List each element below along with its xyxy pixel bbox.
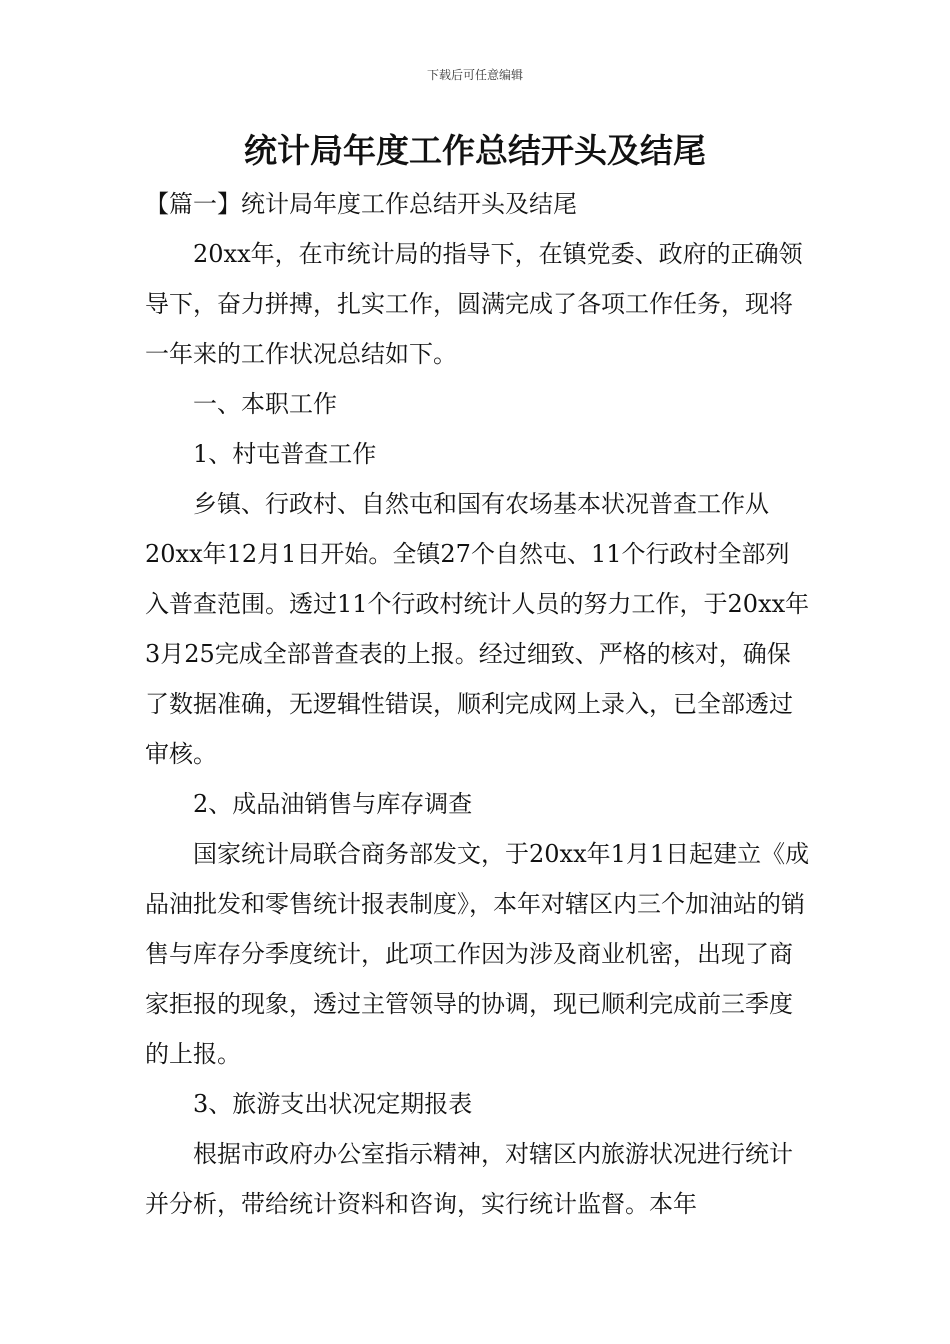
- subheading-tourism-report: 3、旅游支出状况定期报表: [193, 1090, 473, 1118]
- document-body: [145, 179, 810, 1229]
- document-title: 统计局年度工作总结开头及结尾: [244, 131, 706, 170]
- paragraph-village-census: 乡镇、行政村、自然屯和国有农场基本状况普查工作从20xx年12月1日开始。全镇27个自然屯、11个行政村全部列入普查范围。透过11个行政村统计人员的努力工作，于20xx年3月25完成全部普查表的上报。经过细致、严格的核对，确保了数据准确，无逻辑性错误，顺利完成网上录入，已全部透过审核。: [145, 490, 810, 768]
- paragraph-tourism-report: 根据市政府办公室指示精神，对辖区内旅游状况进行统计并分析，带给统计资料和咨询，实行统计监督。本年: [145, 1140, 793, 1218]
- subheading-job-duties: 一、本职工作: [193, 390, 337, 418]
- paragraph-oil-survey: 国家统计局联合商务部发文，于20xx年1月1日起建立《成品油批发和零售统计报表制度》，本年对辖区内三个加油站的销售与库存分季度统计，此项工作因为涉及商业机密，出现了商家拒报的现象，透过主管领导的协调，现已顺利完成前三季度的上报。: [145, 840, 810, 1068]
- subheading-oil-survey: 2、成品油销售与库存调查: [193, 790, 473, 818]
- section-heading: 【篇一】统计局年度工作总结开头及结尾: [145, 190, 577, 218]
- header-note: 下载后可任意编辑: [426, 68, 523, 82]
- subheading-village-census: 1、村屯普查工作: [193, 440, 377, 468]
- intro-paragraph: 20xx年，在市统计局的指导下，在镇党委、政府的正确领导下，奋力拼搏，扎实工作，圆满完成了各项工作任务，现将一年来的工作状况总结如下。: [145, 240, 803, 368]
